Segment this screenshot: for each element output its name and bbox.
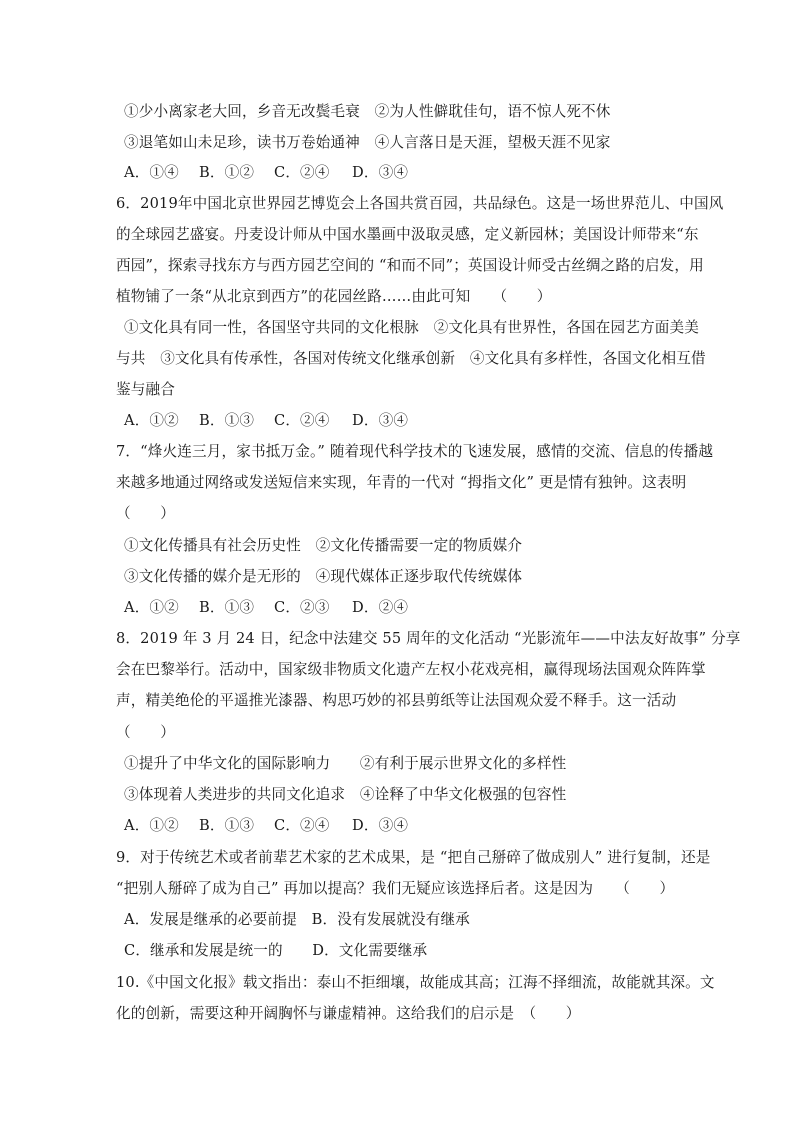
q7-stem-line-1: 7．“烽火连三月，家书抵万金。” 随着现代科学技术的飞速发展，感情的交流、信息的传播越 <box>116 443 714 460</box>
q8-stem-line-3: 声，精美绝伦的平遥推光漆器、构思巧妙的祁县剪纸等让法国观众爱不释手。这一活动 <box>116 692 677 709</box>
q8-item-row-1: ①提升了中华文化的国际影响力 ②有利于展示世界文化的多样性 <box>124 755 567 772</box>
q8-stem-line-1: 8．2019 年 3 月 24 日，纪念中法建交 55 周年的文化活动 “光影流年——中法友好故事” 分享 <box>116 630 741 647</box>
q6-option-a: A．①② <box>124 412 179 429</box>
q8-stem-line-4: （ ） <box>116 724 175 741</box>
q7-option-c: C．②③ <box>274 599 330 616</box>
q5-item-row-1: ①少小离家老大回，乡音无改鬓毛衰 ②为人性僻耽佳句，语不惊人死不休 <box>124 103 611 120</box>
q7-option-b: B．①③ <box>199 599 255 616</box>
q6-stem-line-1: 6．2019年中国北京世界园艺博览会上各国共赏百园，共品绿色。这是一场世界范儿、中国风 <box>116 195 724 212</box>
q9-stem-line-1: 9．对于传统艺术或者前辈艺术家的艺术成果，是 “把自己掰碎了做成别人” 进行复制，还是 <box>116 849 711 866</box>
q8-option-c: C．②④ <box>274 817 330 834</box>
q8-option-b: B．①③ <box>199 817 255 834</box>
q7-stem-line-2: 来越多地通过网络或发送短信来实现，年青的一代对 “拇指文化” 更是情有独钟。这表明 <box>116 474 687 491</box>
q10-stem-line-1: 10.《中国文化报》载文指出：泰山不拒细壤，故能成其高；江海不择细流，故能就其深。文 <box>116 974 715 991</box>
q5-options <box>124 163 408 183</box>
q10-stem-line-2: 化的创新，需要这种开阔胸怀与谦虚精神。这给我们的启示是 （ ） <box>116 1005 581 1022</box>
q9-options-row-1: A．发展是继承的必要前提 B．没有发展就没有继承 <box>124 911 470 928</box>
q6-stem-line-3: 西园”，探索寻找东方与西方园艺空间的 “和而不同”；英国设计师受古丝绸之路的启发，用 <box>116 257 704 274</box>
q9-options-row-2: C．继承和发展是统一的 D．文化需要继承 <box>124 942 428 959</box>
q6-option-b: B．①③ <box>199 412 255 429</box>
q6-option-d: D．③④ <box>352 412 409 429</box>
q5-option-d: D．③④ <box>352 164 409 181</box>
q9-stem-line-2: “把别人掰碎了成为自己” 再加以提高？我们无疑应该选择后者。这是因为 （ ） <box>116 880 675 897</box>
q7-options <box>124 598 408 618</box>
q7-item-row-2: ③文化传播的媒介是无形的 ④现代媒体正逐步取代传统媒体 <box>124 568 523 585</box>
q6-item-line-1: ①文化具有同一性，各国坚守共同的文化根脉 ②文化具有世界性，各国在园艺方面美美 <box>124 319 700 336</box>
q6-options <box>124 411 408 431</box>
q8-option-d: D．③④ <box>352 817 409 834</box>
q6-stem-line-2: 的全球园艺盛宴。丹麦设计师从中国水墨画中汲取灵感，定义新园林；美国设计师带来“东 <box>116 226 699 243</box>
q5-option-a: A．①④ <box>124 164 179 181</box>
q6-option-c: C．②④ <box>274 412 330 429</box>
q7-stem-line-3: （ ） <box>116 505 175 522</box>
q8-options <box>124 816 408 836</box>
q5-option-b: B．①② <box>199 164 255 181</box>
q7-option-d: D．②④ <box>352 599 409 616</box>
q7-item-row-1: ①文化传播具有社会历史性 ②文化传播需要一定的物质媒介 <box>124 537 523 554</box>
q8-stem-line-2: 会在巴黎举行。活动中，国家级非物质文化遗产左权小花戏亮相，赢得现场法国观众阵阵掌 <box>116 661 706 678</box>
q6-stem-line-4: 植物铺了一条“从北京到西方”的花园丝路……由此可知 （ ） <box>116 288 552 305</box>
q8-item-row-2: ③体现着人类进步的共同文化追求 ④诠释了中华文化极强的包容性 <box>124 786 567 803</box>
q7-option-a: A．①② <box>124 599 179 616</box>
q8-option-a: A．①② <box>124 817 179 834</box>
q5-option-c: C．②④ <box>274 164 330 181</box>
q6-item-line-2: 与共 ③文化具有传承性，各国对传统文化继承创新 ④文化具有多样性，各国文化相互借 <box>116 350 706 367</box>
q6-item-line-3: 鉴与融合 <box>116 381 175 398</box>
q5-item-row-2: ③退笔如山未足珍，读书万卷始通神 ④人言落日是天涯，望极天涯不见家 <box>124 134 611 151</box>
